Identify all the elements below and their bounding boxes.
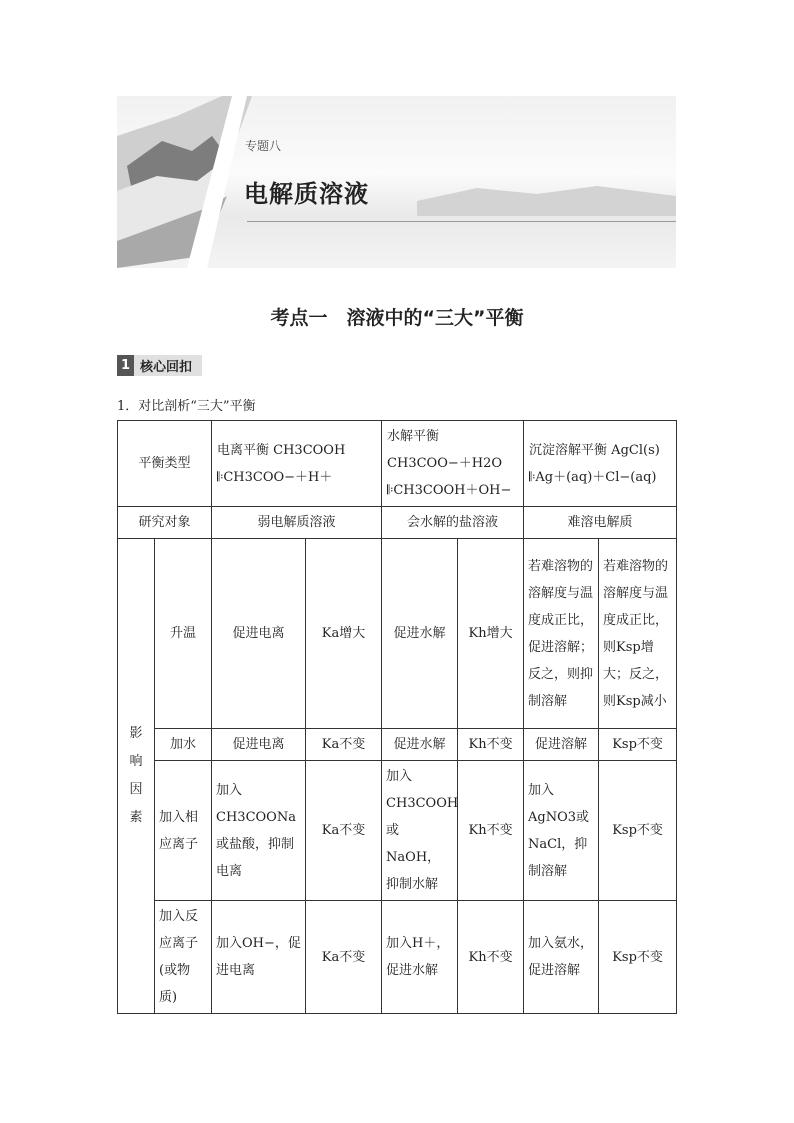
cell: Ksp不变: [599, 729, 677, 761]
factor-label: [118, 539, 155, 1014]
chapter-title: 电解质溶液: [244, 180, 369, 208]
object-precipitation: 难溶电解质: [524, 507, 677, 539]
cell: Kh不变: [458, 901, 524, 1014]
table-row: [118, 507, 677, 539]
cell: Ksp不变: [599, 761, 677, 901]
cell: 促进溶解: [524, 729, 599, 761]
section-tag: [117, 355, 202, 376]
header-hydrolysis: 水解平衡 CH3COO−＋H2O 𝄆CH3COOH＋OH−: [382, 421, 524, 507]
header-ionization: 电离平衡 CH3COOH 𝄆CH3COO−＋H＋: [212, 421, 382, 507]
header-type: 平衡类型: [118, 421, 212, 507]
table-row: [118, 901, 677, 1014]
chapter-banner: [117, 96, 676, 268]
cell: 加入氨水，促进溶解: [524, 901, 599, 1014]
cell: 促进水解: [382, 729, 458, 761]
cell: 加入H＋，促进水解: [382, 901, 458, 1014]
cell: 促进电离: [212, 539, 306, 729]
object-label: 研究对象: [118, 507, 212, 539]
cell: 促进电离: [212, 729, 306, 761]
row-water-label: 加水: [155, 729, 212, 761]
cell: Ka不变: [306, 761, 382, 901]
section-title: 考点一 溶液中的“三大”平衡: [270, 307, 524, 329]
row-reactive-label: 加入反应离子(或物质): [155, 901, 212, 1014]
cell: 加入CH3COONa或盐酸，抑制电离: [212, 761, 306, 901]
row-heating-label: 升温: [155, 539, 212, 729]
cell: Ksp不变: [599, 901, 677, 1014]
cell: Kh增大: [458, 539, 524, 729]
row-common-ion-label: 加入相应离子: [155, 761, 212, 901]
object-hydrolysis: 会水解的盐溶液: [382, 507, 524, 539]
table-row: [118, 729, 677, 761]
cell: 促进水解: [382, 539, 458, 729]
item-heading: 1．对比剖析“三大”平衡: [117, 399, 256, 414]
table-row: [118, 761, 677, 901]
chapter-subtitle: 专题八: [245, 139, 282, 153]
table-row: [118, 421, 677, 507]
cell: Kh不变: [458, 729, 524, 761]
cell: 加入AgNO3或NaCl，抑制溶解: [524, 761, 599, 901]
cell: 若难溶物的溶解度与温度成正比，促进溶解；反之，则抑制溶解: [524, 539, 599, 729]
banner-divider: [247, 221, 676, 222]
cell: 加入OH−，促进电离: [212, 901, 306, 1014]
tag-label: 核心回扣: [140, 360, 193, 375]
cell: Ka不变: [306, 901, 382, 1014]
table-row: [118, 539, 677, 729]
equilibrium-table: [117, 420, 677, 1014]
cell: 若难溶物的溶解度与温度成正比，则Ksp增大；反之，则Ksp减小: [599, 539, 677, 729]
object-ionization: 弱电解质溶液: [212, 507, 382, 539]
header-precipitation: 沉淀溶解平衡 AgCl(s) 𝄆Ag＋(aq)＋Cl−(aq): [524, 421, 677, 507]
mountain-image: [117, 96, 676, 268]
cell: Ka增大: [306, 539, 382, 729]
tag-number: 1: [117, 355, 134, 376]
factor-label-text: 影响因素: [129, 726, 143, 825]
cell: 加入CH3COOH或NaOH，抑制水解: [382, 761, 458, 901]
cell: Ka不变: [306, 729, 382, 761]
cell: Kh不变: [458, 761, 524, 901]
